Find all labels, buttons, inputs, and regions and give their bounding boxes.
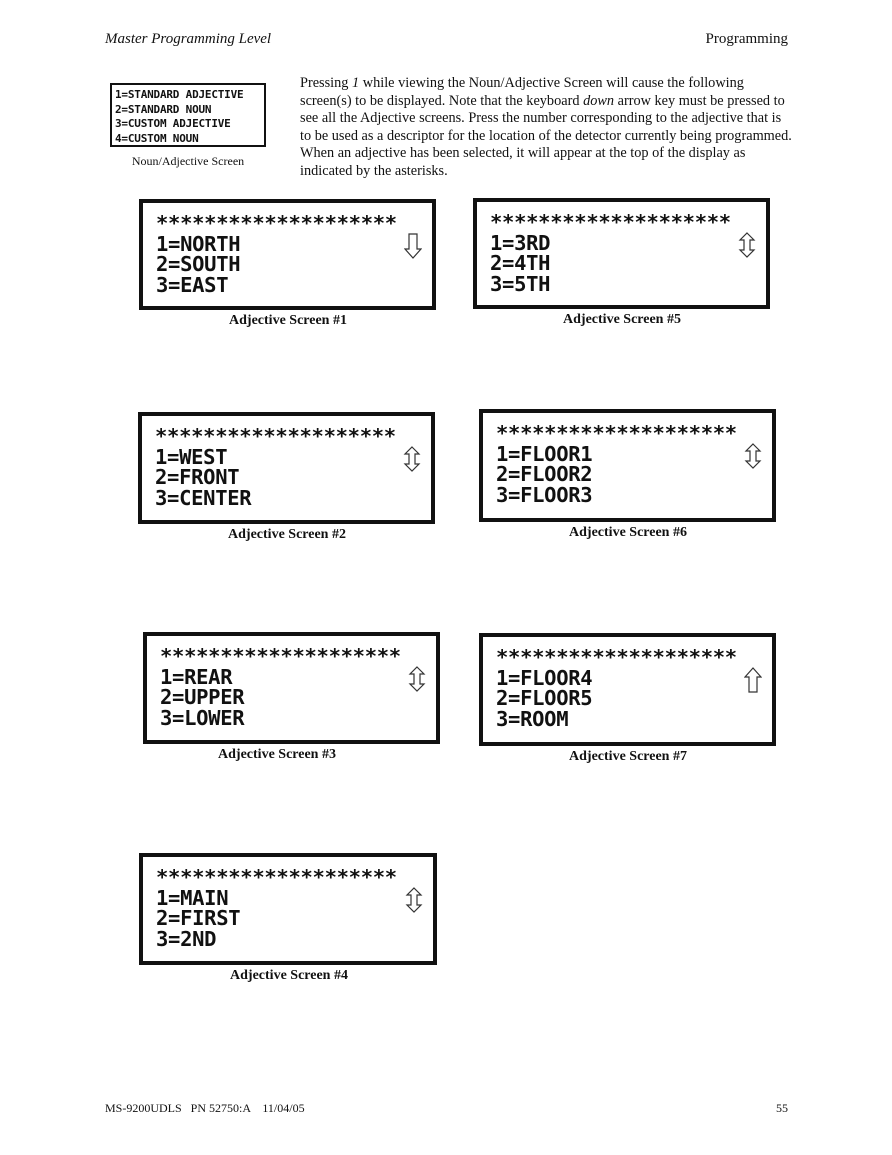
noun-adjective-line: 1=STANDARD ADJECTIVE (115, 88, 244, 101)
lcd-line: 2=FLOOR5 (496, 686, 593, 710)
intro-paragraph (300, 75, 792, 181)
up-arrow-icon (744, 667, 762, 693)
adjective-screen-3 (143, 632, 440, 744)
up-down-arrow-icon (403, 446, 421, 472)
adjective-screen-1 (139, 199, 436, 310)
lcd-line: 3=ROOM (496, 706, 569, 731)
adjective-screen-caption: Adjective Screen #7 (569, 749, 687, 764)
lcd-line: 1=3RD (490, 230, 551, 255)
down-arrow-icon (404, 233, 422, 259)
noun-adjective-line: 3=CUSTOM ADJECTIVE (115, 117, 231, 130)
adjective-screen-caption: Adjective Screen #1 (229, 313, 347, 328)
lcd-line: 1=FLOOR1 (496, 441, 593, 466)
adjective-screen-2 (138, 412, 435, 524)
lcd-line: 2=UPPER (160, 685, 245, 709)
adjective-screen-caption: Adjective Screen #6 (569, 525, 687, 540)
lcd-line: 2=FIRST (156, 906, 241, 930)
lcd-line: ******************** (156, 211, 397, 235)
intro-text: Pressing (300, 75, 353, 91)
lcd-line: 3=CENTER (155, 485, 252, 510)
adjective-screen-6 (479, 409, 776, 522)
lcd-line: 3=5TH (490, 271, 551, 296)
lcd-line: ******************** (156, 865, 397, 889)
intro-arrow-word: down (583, 92, 615, 109)
lcd-line: 3=FLOOR3 (496, 482, 593, 507)
lcd-line: 1=NORTH (156, 231, 241, 256)
adjective-screen-4 (139, 853, 437, 965)
lcd-line: 3=EAST (156, 272, 229, 297)
adjective-screen-caption: Adjective Screen #3 (218, 747, 336, 762)
lcd-line: 1=WEST (155, 444, 228, 469)
up-down-arrow-icon (744, 443, 762, 469)
lcd-line: 1=FLOOR4 (496, 665, 593, 690)
lcd-line: 2=SOUTH (156, 252, 241, 276)
adjective-screen-caption: Adjective Screen #4 (230, 968, 348, 983)
lcd-line: 3=LOWER (160, 705, 245, 730)
adjective-screen-7 (479, 633, 776, 746)
up-down-arrow-icon (738, 232, 756, 258)
footer-document-id: MS-9200UDLS PN 52750:A 11/04/05 (105, 1101, 305, 1115)
intro-text: while viewing the Noun/Adjective Screen will cause the following screen(s) to be displayed. Note that the keyboard (300, 75, 744, 109)
noun-adjective-line: 2=STANDARD NOUN (115, 102, 212, 116)
lcd-line: ******************** (160, 644, 401, 668)
lcd-line: 2=FLOOR2 (496, 462, 593, 486)
adjective-screen-caption: Adjective Screen #5 (563, 312, 681, 327)
noun-adjective-caption: Noun/Adjective Screen (131, 154, 245, 168)
lcd-line: 3=2ND (156, 926, 217, 951)
up-down-arrow-icon (408, 666, 426, 692)
header-section-title: Master Programming Level (105, 31, 272, 47)
noun-adjective-line: 4=CUSTOM NOUN (115, 131, 199, 145)
lcd-line: 1=REAR (160, 664, 233, 689)
lcd-line: 2=FRONT (155, 465, 240, 489)
adjective-screen-5 (473, 198, 770, 309)
lcd-line: ******************** (496, 645, 737, 669)
adjective-screen-caption: Adjective Screen #2 (228, 527, 346, 542)
header-chapter-title: Programming (705, 31, 788, 47)
intro-text: arrow key must be pressed to see all the Adjective screens. Press the number corresponding to the adjective that is to be used as a descriptor for the location of the detector currently being programmed. When an adjective has been selected, it will appear at the top of the display as indicated by the asterisks. (300, 92, 792, 179)
lcd-line: ******************** (490, 210, 731, 234)
noun-adjective-screen (110, 83, 266, 147)
lcd-line: ******************** (155, 424, 396, 448)
lcd-line: 1=MAIN (156, 885, 229, 910)
lcd-line: ******************** (496, 421, 737, 445)
footer-page-number: 55 (776, 1101, 788, 1115)
up-down-arrow-icon (405, 887, 423, 913)
lcd-line: 2=4TH (490, 251, 551, 275)
intro-key: 1 (352, 75, 360, 91)
